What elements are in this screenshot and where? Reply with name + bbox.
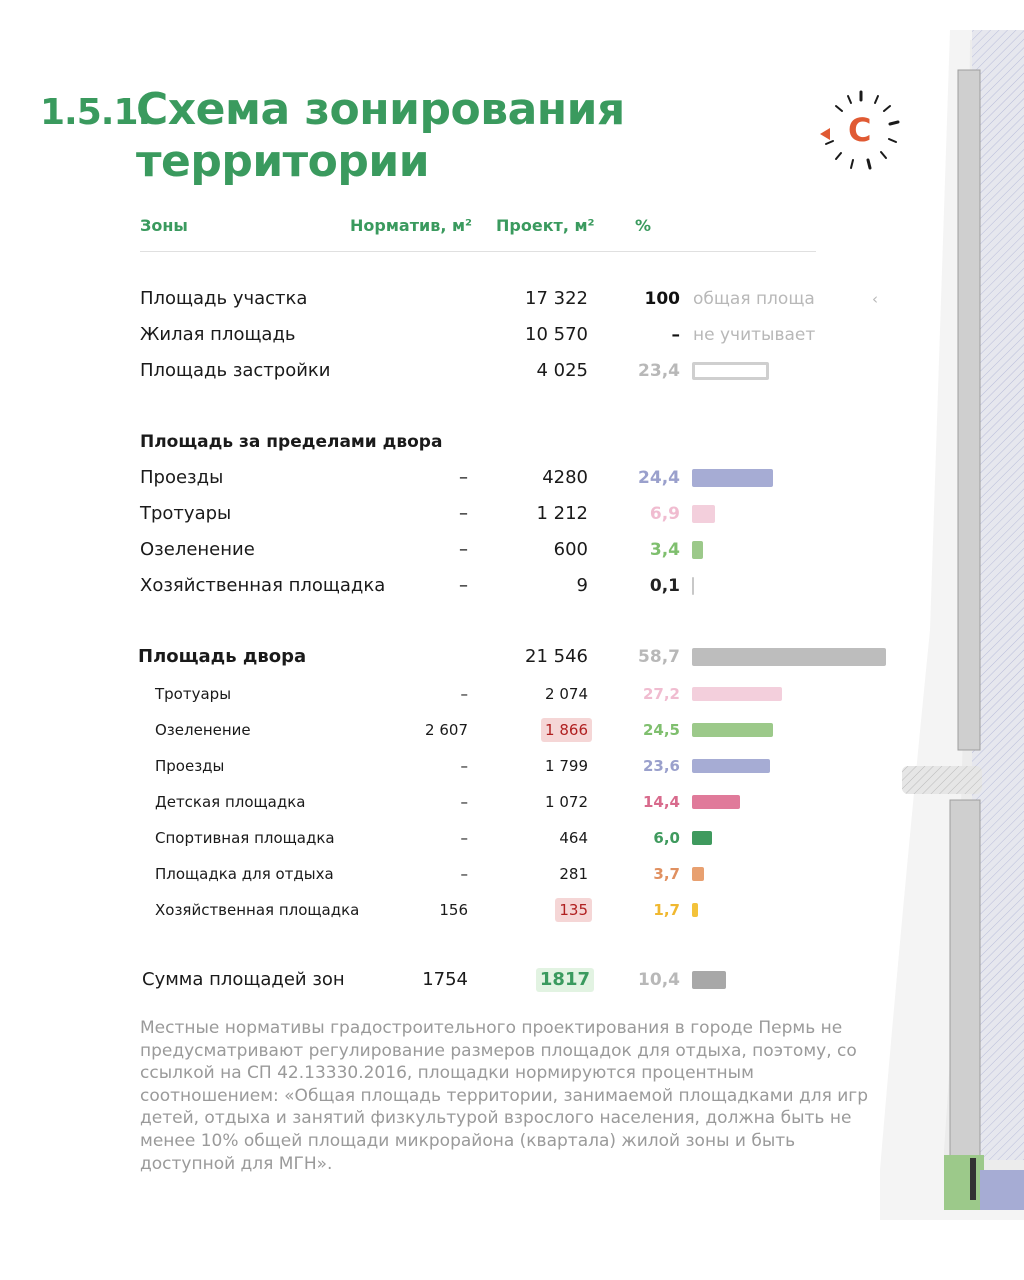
title-line-2: территории [136,136,430,187]
row-project: 4280 [542,467,588,488]
row-label: Площадь двора [138,646,307,667]
header-project: Проект, м² [496,216,595,235]
row-site-area [0,287,1024,311]
row-label: Жилая площадь [140,324,296,345]
row-norm: – [460,793,468,811]
row-outside-khoz [0,574,1024,598]
footnote-text: Местные нормативы градостроительного проектирования в городе Пермь не предусматривают регулирование размеров площадок для отдыха, поэтому, со ссылкой на СП 42.13330.2016, площадки нормируются процентным соотношением: «Общая площадь территории, занимаемой площадками для игр детей, отдыха и занятий физкультурой взрослого населения, должна быть не менее 10% общей площади микрорайона (квартала) жилой зоны и быть доступной для МГН». [140,1018,869,1174]
row-project: 1 799 [545,757,588,775]
percent-bar [692,541,703,559]
row-note: не учитывает [693,325,816,345]
row-pct: 100 [644,289,680,309]
percent-bar [692,687,782,701]
row-label: Площадка для отдыха [155,865,334,883]
percent-bar [692,648,886,666]
percent-bar [692,362,769,380]
percent-bar [692,867,704,881]
title-line-1: Схема зонирования [136,84,625,135]
row-yard-total [0,645,1024,669]
row-project-highlight: 135 [555,898,592,922]
row-norm: 156 [439,901,468,919]
row-project: 10 570 [525,324,588,345]
row-pct: 6,0 [653,829,680,847]
row-project: 1 212 [536,503,588,524]
row-project: 4 025 [536,360,588,381]
percent-bar [692,723,773,737]
row-pct: 58,7 [638,647,680,667]
row-norm: – [459,503,468,524]
percent-bar [692,577,694,595]
row-project-highlight: 1817 [536,968,594,992]
row-note-tail: ‹ [872,290,878,308]
row-outside-trotuary [0,502,1024,526]
row-pct: 10,4 [638,970,680,990]
row-norm: – [459,539,468,560]
row-project: 9 [576,575,588,596]
row-project: 21 546 [525,646,588,667]
row-label: Тротуары [140,503,232,524]
row-total-sum [0,968,1024,992]
row-norm: – [460,829,468,847]
row-norm: 1754 [422,969,468,990]
row-building-area [0,359,1024,383]
row-label: Озеленение [155,721,251,739]
percent-bar [692,759,770,773]
row-yard-trotuary [0,682,1024,706]
row-pct: – [671,325,680,345]
row-pct: 0,1 [649,576,680,596]
row-norm: – [460,685,468,703]
header-zones: Зоны [140,216,188,235]
site-plan-map [880,30,1024,1220]
row-project: 2 074 [545,685,588,703]
row-label: Детская площадка [155,793,306,811]
header-norm: Норматив, м² [350,216,473,235]
row-note: общая площа [693,289,815,309]
row-norm: – [460,757,468,775]
row-pct: 24,5 [642,721,680,739]
row-project: 600 [553,539,588,560]
section-outside-heading [0,430,1024,454]
row-project: 17 322 [525,288,588,309]
company-logo [816,86,906,176]
row-label: Спортивная площадка [155,829,335,847]
percent-bar [692,795,740,809]
row-pct: 3,7 [653,865,680,883]
row-pct: 1,7 [653,901,680,919]
row-label: Тротуары [155,685,232,703]
row-label: Площадь участка [140,288,308,309]
row-label: Проезды [140,467,224,488]
row-pct: 14,4 [642,793,680,811]
row-norm: – [460,865,468,883]
row-pct: 27,2 [642,685,680,703]
percent-bar [692,505,715,523]
logo-letter: С [848,111,872,149]
row-yard-khoz [0,898,1024,922]
row-yard-detskaya [0,790,1024,814]
row-label: Сумма площадей зон [142,969,345,990]
percent-bar [692,469,773,487]
row-project: 464 [559,829,588,847]
row-label: Проезды [155,757,225,775]
row-yard-ozelenenie [0,718,1024,742]
row-pct: 6,9 [649,504,680,524]
row-norm: 2 607 [425,721,468,739]
row-label: Площадь застройки [140,360,331,381]
row-yard-sport [0,826,1024,850]
row-project-highlight: 1 866 [541,718,592,742]
row-norm: – [459,467,468,488]
row-pct: 23,4 [638,361,680,381]
percent-bar [692,903,698,917]
percent-bar [692,831,712,845]
row-label: Хозяйственная площадка [155,901,360,919]
percent-bar [692,971,726,989]
row-outside-ozelenenie [0,538,1024,562]
section-heading: Площадь за пределами двора [140,432,443,452]
row-pct: 3,4 [649,540,680,560]
row-label: Озеленение [140,539,255,560]
row-living-area [0,323,1024,347]
row-project: 281 [559,865,588,883]
row-norm: – [459,575,468,596]
row-pct: 23,6 [642,757,680,775]
row-label: Хозяйственная площадка [140,575,386,596]
header-pct: % [635,216,652,235]
row-pct: 24,4 [638,468,680,488]
section-number: 1.5.1. [40,92,151,133]
row-yard-otdykh [0,862,1024,886]
row-yard-proezdy [0,754,1024,778]
header-divider [140,251,816,252]
row-outside-proezdy [0,466,1024,490]
row-project: 1 072 [545,793,588,811]
